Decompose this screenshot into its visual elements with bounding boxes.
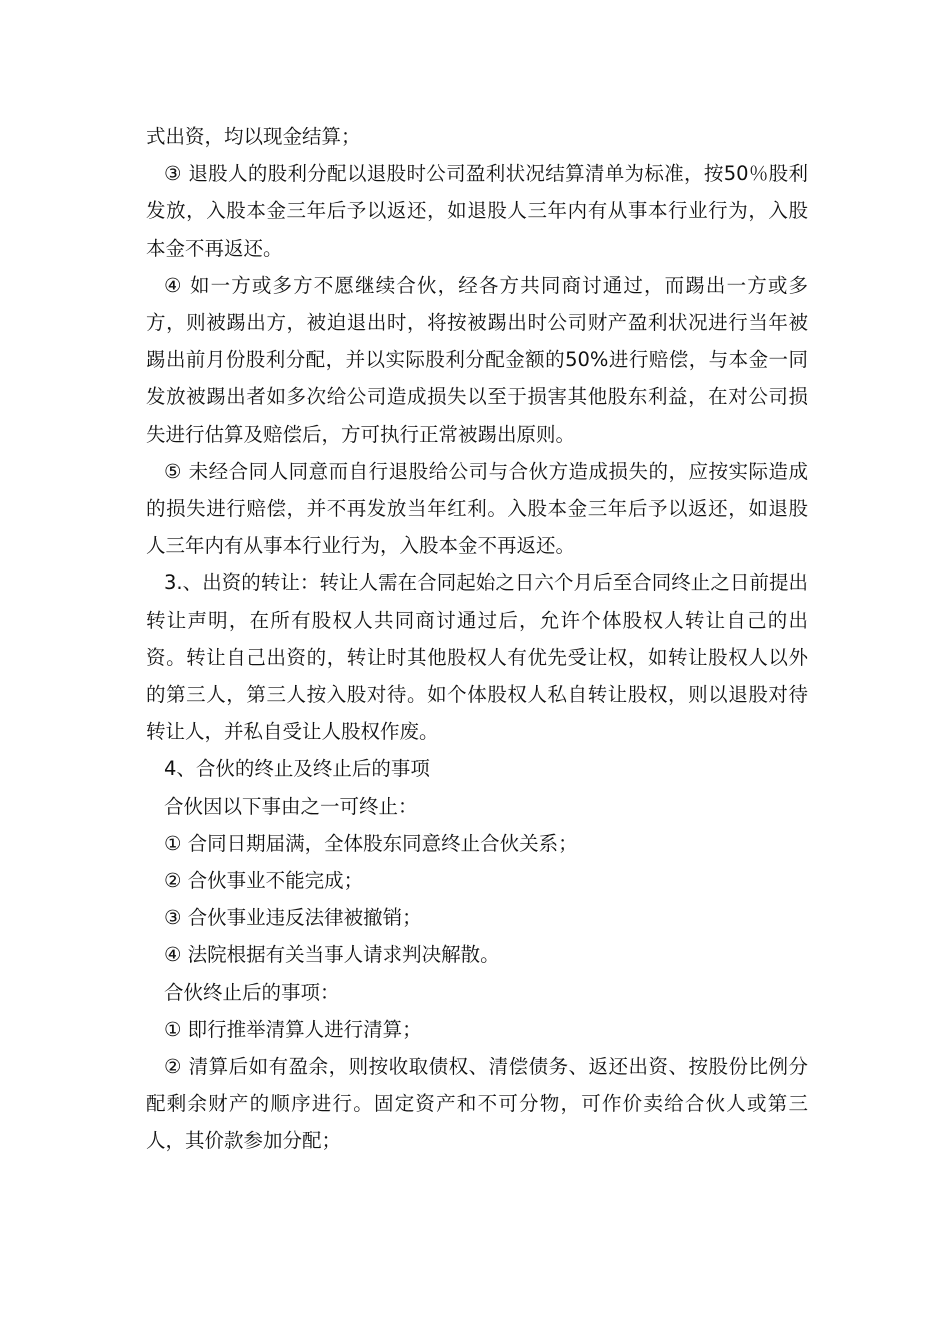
paragraph: 合伙因以下事由之一可终止： bbox=[164, 794, 418, 818]
section-heading: 4、合伙的终止及终止后的事项 bbox=[164, 757, 430, 781]
paragraph: ⑤ 未经合同人同意而自行退股给公司与合伙方造成损失的，应按实际造成的损失进行赔偿，并不再发放当年红利。入股本金三年后予以返还，如退股人三年内有从事本行业行为，入股本金不再返还。 bbox=[146, 459, 808, 558]
list-item: ④ 法院根据有关当事人请求判决解散。 bbox=[164, 943, 500, 967]
paragraph: 合伙终止后的事项： bbox=[164, 980, 340, 1004]
list-item: ② 清算后如有盈余，则按收取债权、清偿债务、返还出资、按股份比例分配剩余财产的顺序进行。固定资产和不可分物，可作价卖给合伙人或第三人，其价款参加分配； bbox=[146, 1055, 808, 1153]
list-item: ① 合同日期届满，全体股东同意终止合伙关系； bbox=[164, 831, 578, 855]
list-item: ③ 合伙事业违反法律被撤销； bbox=[164, 906, 422, 930]
list-item: ① 即行推举清算人进行清算； bbox=[164, 1017, 422, 1041]
list-item: ② 合伙事业不能完成； bbox=[164, 869, 364, 893]
paragraph: ④ 如一方或多方不愿继续合伙，经各方共同商讨通过，而踢出一方或多方，则被踢出方，被迫退出时，将按被踢出时公司财产盈利状况进行当年被踢出前月份股利分配，并以实际股利分配金额的50%进行赔偿，与本金一同发放被踢出者如多次给公司造成损失以至于损害其他股东利益，在对公司损失进行估算及赔偿后，方可执行正常被踢出原则。 bbox=[146, 273, 808, 446]
paragraph: ③ 退股人的股利分配以退股时公司盈利状况结算清单为标准，按50％股利发放，入股本金三年后予以返还，如退股人三年内有从事本行业行为，入股本金不再返还。 bbox=[146, 162, 808, 260]
paragraph: 式出资，均以现金结算； bbox=[146, 125, 361, 148]
paragraph: 3.、出资的转让：转让人需在合同起始之日六个月后至合同终止之日前提出转让声明，在所有股权人共同商讨通过后，允许个体股权人转让自己的出资。转让自己出资的，转让时其他股权人有优先受让权，如转让股权人以外的第三人，第三人按入股对待。如个体股权人私自转让股权，则以退股对待转让人，并私自受让人股权作废。 bbox=[146, 571, 808, 744]
document-body bbox=[146, 118, 808, 1160]
